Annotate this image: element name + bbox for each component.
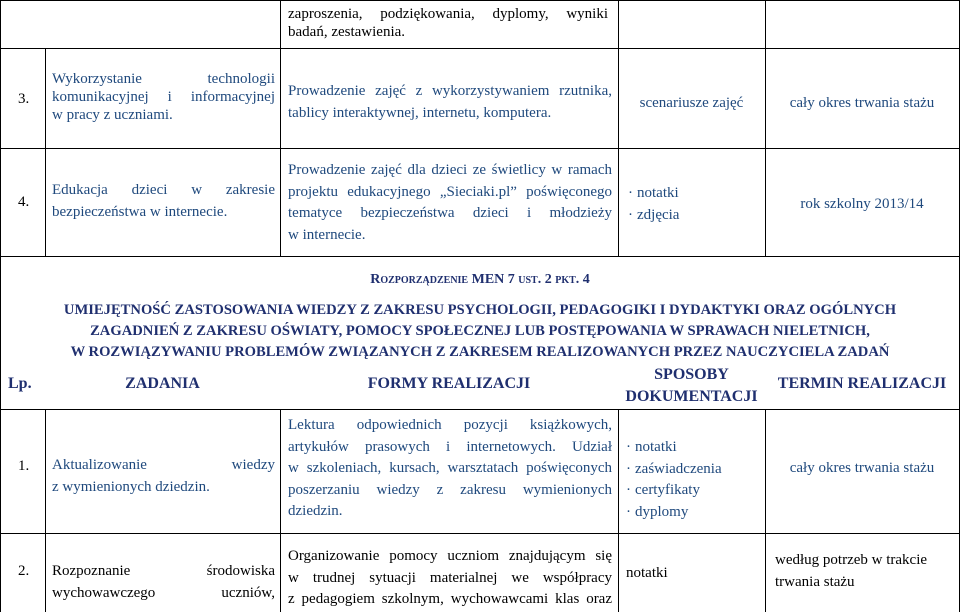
top-forms-line2: badań, zestawienia. <box>288 24 406 40</box>
s1-forms <box>288 415 612 523</box>
section-title-line: W ROZWIĄZYWANIU PROBLEMÓW ZWIĄZANYCH Z ZAKRESEM REALIZOWANYCH PRZEZ NAUCZYCIELA ZADAŃ <box>70 344 890 360</box>
row3-forms-line: Prowadzenie zajęć z wykorzystywaniem rzutnika, <box>288 83 612 99</box>
row4-forms-line: projektu edukacyjnego „Sieciaki.pl” poświęconego <box>288 183 612 200</box>
row4-forms-line: tematyce bezpieczeństwa dzieci i młodzieży <box>288 205 612 221</box>
row4-task-line: Edukacja dzieci w zakresie <box>52 182 275 198</box>
col-border <box>618 0 619 256</box>
s2-forms <box>288 546 612 611</box>
s1-number: 1. <box>18 458 30 474</box>
row4-task <box>52 180 275 223</box>
row-border <box>0 148 960 149</box>
col-border <box>45 48 46 256</box>
s1-docs <box>626 437 761 523</box>
header-formy: FORMY REALIZACJI <box>367 375 531 392</box>
row3-task <box>52 70 275 124</box>
row-border <box>0 48 960 49</box>
header-sposoby <box>618 364 765 408</box>
regulation-reference: Rozporządzenie MEN 7 ust. 2 pkt. 4 <box>370 272 590 287</box>
row3-task-line: w pracy z uczniami. <box>52 107 173 123</box>
s1-forms-line: artykułów prasowych i internetowych. Udział <box>288 438 612 455</box>
section-title <box>40 300 920 363</box>
row3-number: 3. <box>18 91 30 107</box>
s2-docs: notatki <box>626 565 668 581</box>
section-title-line: ZAGADNIEŃ Z ZAKRESU OŚWIATY, POMOCY SPOŁECZNEJ LUB POSTĘPOWANIA W SPRAWACH NIELETNICH, <box>90 323 870 339</box>
s2-forms-line: Organizowanie pomocy uczniom znajdującym się <box>288 548 612 564</box>
row4-number: 4. <box>18 194 30 210</box>
s2-term <box>775 550 955 593</box>
s1-task-line: z wymienionych dziedzin. <box>52 478 210 495</box>
s2-task <box>52 561 275 604</box>
s1-forms-line: Lektura odpowiednich pozycji książkowych, <box>288 417 612 433</box>
s2-task-line: wychowawczego uczniów, <box>52 584 275 601</box>
col-border <box>765 409 766 612</box>
s1-docs-item: · dyplomy <box>626 502 761 524</box>
row4-forms <box>288 160 612 246</box>
col-border <box>765 0 766 256</box>
col-border <box>45 409 46 612</box>
s1-task <box>52 455 275 498</box>
s2-number: 2. <box>18 563 30 579</box>
s2-term-line: trwania stażu <box>775 573 855 590</box>
s1-task-line: Aktualizowanie wiedzy <box>52 457 275 473</box>
row3-forms <box>288 80 612 124</box>
col-border <box>0 0 1 612</box>
row3-task-line: komunikacyjnej i informacyjnej <box>52 89 275 105</box>
row4-docs-item: · notatki <box>628 183 758 205</box>
header-lp: Lp. <box>8 375 32 392</box>
s1-term: cały okres trwania stażu <box>789 460 935 476</box>
row4-term: rok szkolny 2013/14 <box>800 196 924 212</box>
s1-docs-item: · notatki <box>626 437 761 459</box>
row-border <box>0 0 960 1</box>
s1-forms-line: poszerzaniu wiedzy z zakresu wymienionych <box>288 481 612 498</box>
header-termin: TERMIN REALIZACJI <box>777 375 947 392</box>
s1-forms-line: dziedzin. <box>288 503 343 519</box>
row-border <box>0 409 960 410</box>
s2-forms-line: w trudnej sytuacji materialnej we współpracy <box>288 569 612 586</box>
s1-forms-line: w szkoleniach, kursach, warsztatach poświęconych <box>288 460 612 476</box>
s2-task-line: Rozpoznanie środowiska <box>52 563 275 579</box>
header-sposoby-line: SPOSOBY <box>654 366 729 383</box>
col-border <box>280 0 281 256</box>
row4-forms-line: Prowadzenie zajęć dla dzieci ze świetlicy w ramach <box>288 162 612 178</box>
row3-docs: scenariusze zajęć <box>639 95 744 111</box>
row3-term: cały okres trwania stażu <box>789 95 935 111</box>
s2-forms-line: z pedagogiem szkolnym, wychowawcami klas oraz <box>288 591 612 607</box>
section-title-line: UMIEJĘTNOŚĆ ZASTOSOWANIA WIEDZY Z ZAKRESU PSYCHOLOGII, PEDAGOGIKI I DYDAKTYKI ORAZ OGÓLNYCH <box>63 302 897 318</box>
row-border <box>0 533 960 534</box>
header-sposoby-line: DOKUMENTACJI <box>625 388 758 405</box>
row-border <box>0 256 960 257</box>
header-zadania: ZADANIA <box>125 375 200 392</box>
row4-docs <box>628 183 758 226</box>
s1-docs-item: · certyfikaty <box>626 480 761 502</box>
row4-docs-item: · zdjęcia <box>628 205 758 227</box>
row4-task-line: bezpieczeństwa w internecie. <box>52 203 228 220</box>
s1-docs-item: · zaświadczenia <box>626 459 761 481</box>
top-forms-line1: zaproszenia, podziękowania, dyplomy, wyniki <box>288 6 608 22</box>
row4-forms-line: w internecie. <box>288 226 366 243</box>
col-border <box>618 409 619 612</box>
row3-forms-line: tablicy interaktywnej, internetu, komputera. <box>288 105 552 121</box>
col-border <box>280 409 281 612</box>
s2-term-line: według potrzeb w trakcie <box>775 552 928 568</box>
row3-task-line: Wykorzystanie technologii <box>52 71 275 87</box>
